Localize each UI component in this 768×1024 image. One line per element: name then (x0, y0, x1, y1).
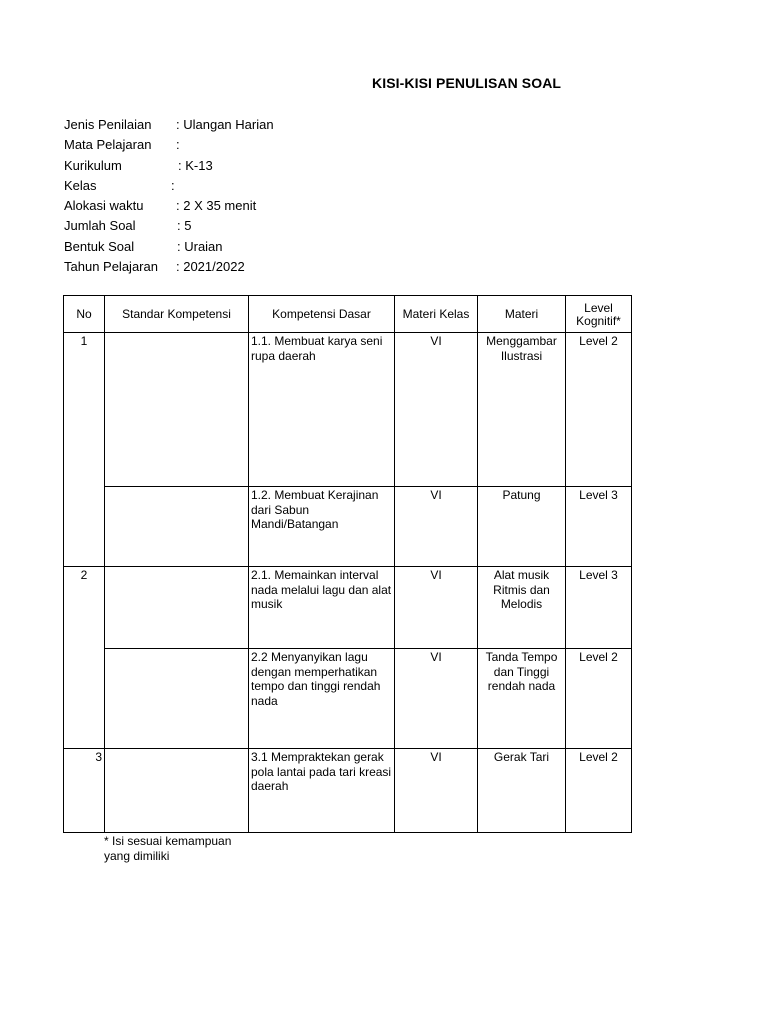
cell-standar-kompetensi (105, 333, 249, 487)
meta-value: : 2 X 35 menit (176, 198, 257, 214)
header-kompetensi-dasar: Kompetensi Dasar (249, 296, 395, 333)
meta-label: Tahun Pelajaran (64, 259, 158, 275)
cell-materi-kelas: VI (395, 333, 478, 487)
cell-level-kognitif: Level 3 (566, 487, 632, 567)
meta-value: : K-13 (178, 157, 213, 173)
cell-materi-kelas: VI (395, 749, 478, 833)
cell-standar-kompetensi (105, 487, 249, 567)
cell-materi: Patung (478, 487, 566, 567)
header-no: No (64, 296, 105, 333)
meta-label: Kelas (64, 177, 97, 193)
kisi-kisi-table (63, 295, 632, 833)
cell-standar-kompetensi (105, 567, 249, 649)
cell-level-kognitif: Level 2 (566, 333, 632, 487)
cell-level-kognitif: Level 3 (566, 567, 632, 649)
header-materi: Materi (478, 296, 566, 333)
cell-kompetensi-dasar: 3.1 Mempraktekan gerak pola lantai pada tari kreasi daerah (249, 749, 395, 833)
footnote: * Isi sesuai kemampuan yang dimiliki (104, 834, 232, 863)
meta-value: : (171, 177, 175, 193)
meta-value: : Ulangan Harian (176, 117, 274, 132)
cell-materi: Tanda Tempo dan Tinggi rendah nada (478, 649, 566, 749)
meta-label: Kurikulum (64, 157, 122, 173)
cell-level-kognitif: Level 2 (566, 649, 632, 749)
meta-value: : 2021/2022 (176, 259, 245, 275)
cell-kompetensi-dasar: 1.2. Membuat Kerajinan dari Sabun Mandi/Batangan (249, 487, 395, 567)
meta-label: Bentuk Soal (64, 238, 135, 254)
cell-materi: Gerak Tari (478, 749, 566, 833)
meta-label: Jenis Penilaian (64, 117, 152, 132)
cell-no: 3 (64, 749, 105, 833)
meta-label: Jumlah Soal (64, 218, 136, 234)
table-row (64, 749, 632, 833)
cell-kompetensi-dasar: 1.1. Membuat karya seni rupa daerah (249, 333, 395, 487)
table-header-row (64, 296, 632, 333)
table-row (64, 649, 632, 749)
header-level-kognitif: Level Kognitif* (566, 296, 632, 333)
document-title: KISI-KISI PENULISAN SOAL (372, 75, 562, 91)
meta-label: Alokasi waktu (64, 198, 144, 214)
cell-materi-kelas: VI (395, 487, 478, 567)
cell-materi-kelas: VI (395, 649, 478, 749)
header-materi-kelas: Materi Kelas (395, 296, 478, 333)
table-row (64, 567, 632, 649)
table-row (64, 487, 632, 567)
cell-standar-kompetensi (105, 749, 249, 833)
cell-no: 2 (64, 567, 105, 749)
cell-materi-kelas: VI (395, 567, 478, 649)
cell-standar-kompetensi (105, 649, 249, 749)
meta-label: Mata Pelajaran (64, 137, 152, 153)
cell-level-kognitif: Level 2 (566, 749, 632, 833)
meta-value: : (176, 137, 180, 153)
cell-materi: Alat musik Ritmis dan Melodis (478, 567, 566, 649)
meta-value: : Uraian (177, 238, 223, 254)
table-row (64, 333, 632, 487)
cell-materi: Menggambar Ilustrasi (478, 333, 566, 487)
cell-no: 1 (64, 333, 105, 567)
cell-kompetensi-dasar: 2.1. Memainkan interval nada melalui lagu dan alat musik (249, 567, 395, 649)
meta-value: : 5 (177, 218, 192, 234)
cell-kompetensi-dasar: 2.2 Menyanyikan lagu dengan memperhatikan tempo dan tinggi rendah nada (249, 649, 395, 749)
header-standar-kompetensi: Standar Kompetensi (105, 296, 249, 333)
